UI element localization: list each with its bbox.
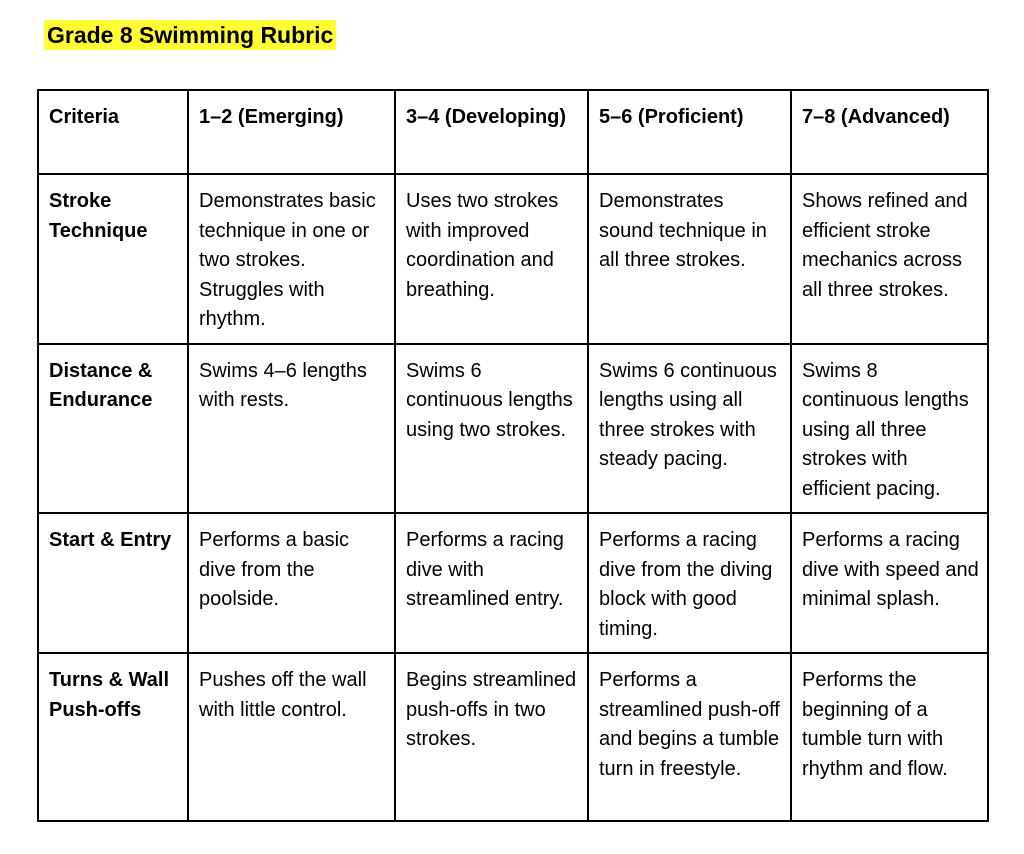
rubric-table	[37, 89, 989, 822]
table-cell: Performs a racing dive with streamlined entry.	[395, 513, 588, 653]
table-cell: Demonstrates sound technique in all three strokes.	[588, 174, 791, 344]
table-cell: Pushes off the wall with little control.	[188, 653, 395, 821]
table-row	[38, 174, 988, 344]
criteria-cell: Stroke Technique	[38, 174, 188, 344]
table-cell: Performs a racing dive from the diving block with good timing.	[588, 513, 791, 653]
table-cell: Performs a basic dive from the poolside.	[188, 513, 395, 653]
criteria-cell: Distance & Endurance	[38, 344, 188, 514]
table-cell: Performs a racing dive with speed and minimal splash.	[791, 513, 988, 653]
document-title: Grade 8 Swimming Rubric	[44, 20, 336, 50]
table-cell: Shows refined and efficient stroke mechanics across all three strokes.	[791, 174, 988, 344]
table-cell: Swims 6 continuous lengths using two strokes.	[395, 344, 588, 514]
table-cell: Swims 4–6 lengths with rests.	[188, 344, 395, 514]
header-proficient: 5–6 (Proficient)	[588, 90, 791, 174]
table-cell: Uses two strokes with improved coordination and breathing.	[395, 174, 588, 344]
table-row	[38, 344, 988, 514]
table-cell: Performs the beginning of a tumble turn with rhythm and flow.	[791, 653, 988, 821]
criteria-cell: Start & Entry	[38, 513, 188, 653]
table-header-row	[38, 90, 988, 174]
header-developing: 3–4 (Developing)	[395, 90, 588, 174]
table-cell: Performs a streamlined push-off and begins a tumble turn in freestyle.	[588, 653, 791, 821]
header-advanced: 7–8 (Advanced)	[791, 90, 988, 174]
header-criteria: Criteria	[38, 90, 188, 174]
table-cell: Swims 6 continuous lengths using all three strokes with steady pacing.	[588, 344, 791, 514]
table-cell: Swims 8 continuous lengths using all three strokes with efficient pacing.	[791, 344, 988, 514]
header-emerging: 1–2 (Emerging)	[188, 90, 395, 174]
table-row	[38, 513, 988, 653]
table-cell: Demonstrates basic technique in one or two strokes. Struggles with rhythm.	[188, 174, 395, 344]
table-row	[38, 653, 988, 821]
table-cell: Begins streamlined push-offs in two strokes.	[395, 653, 588, 821]
criteria-cell: Turns & Wall Push-offs	[38, 653, 188, 821]
